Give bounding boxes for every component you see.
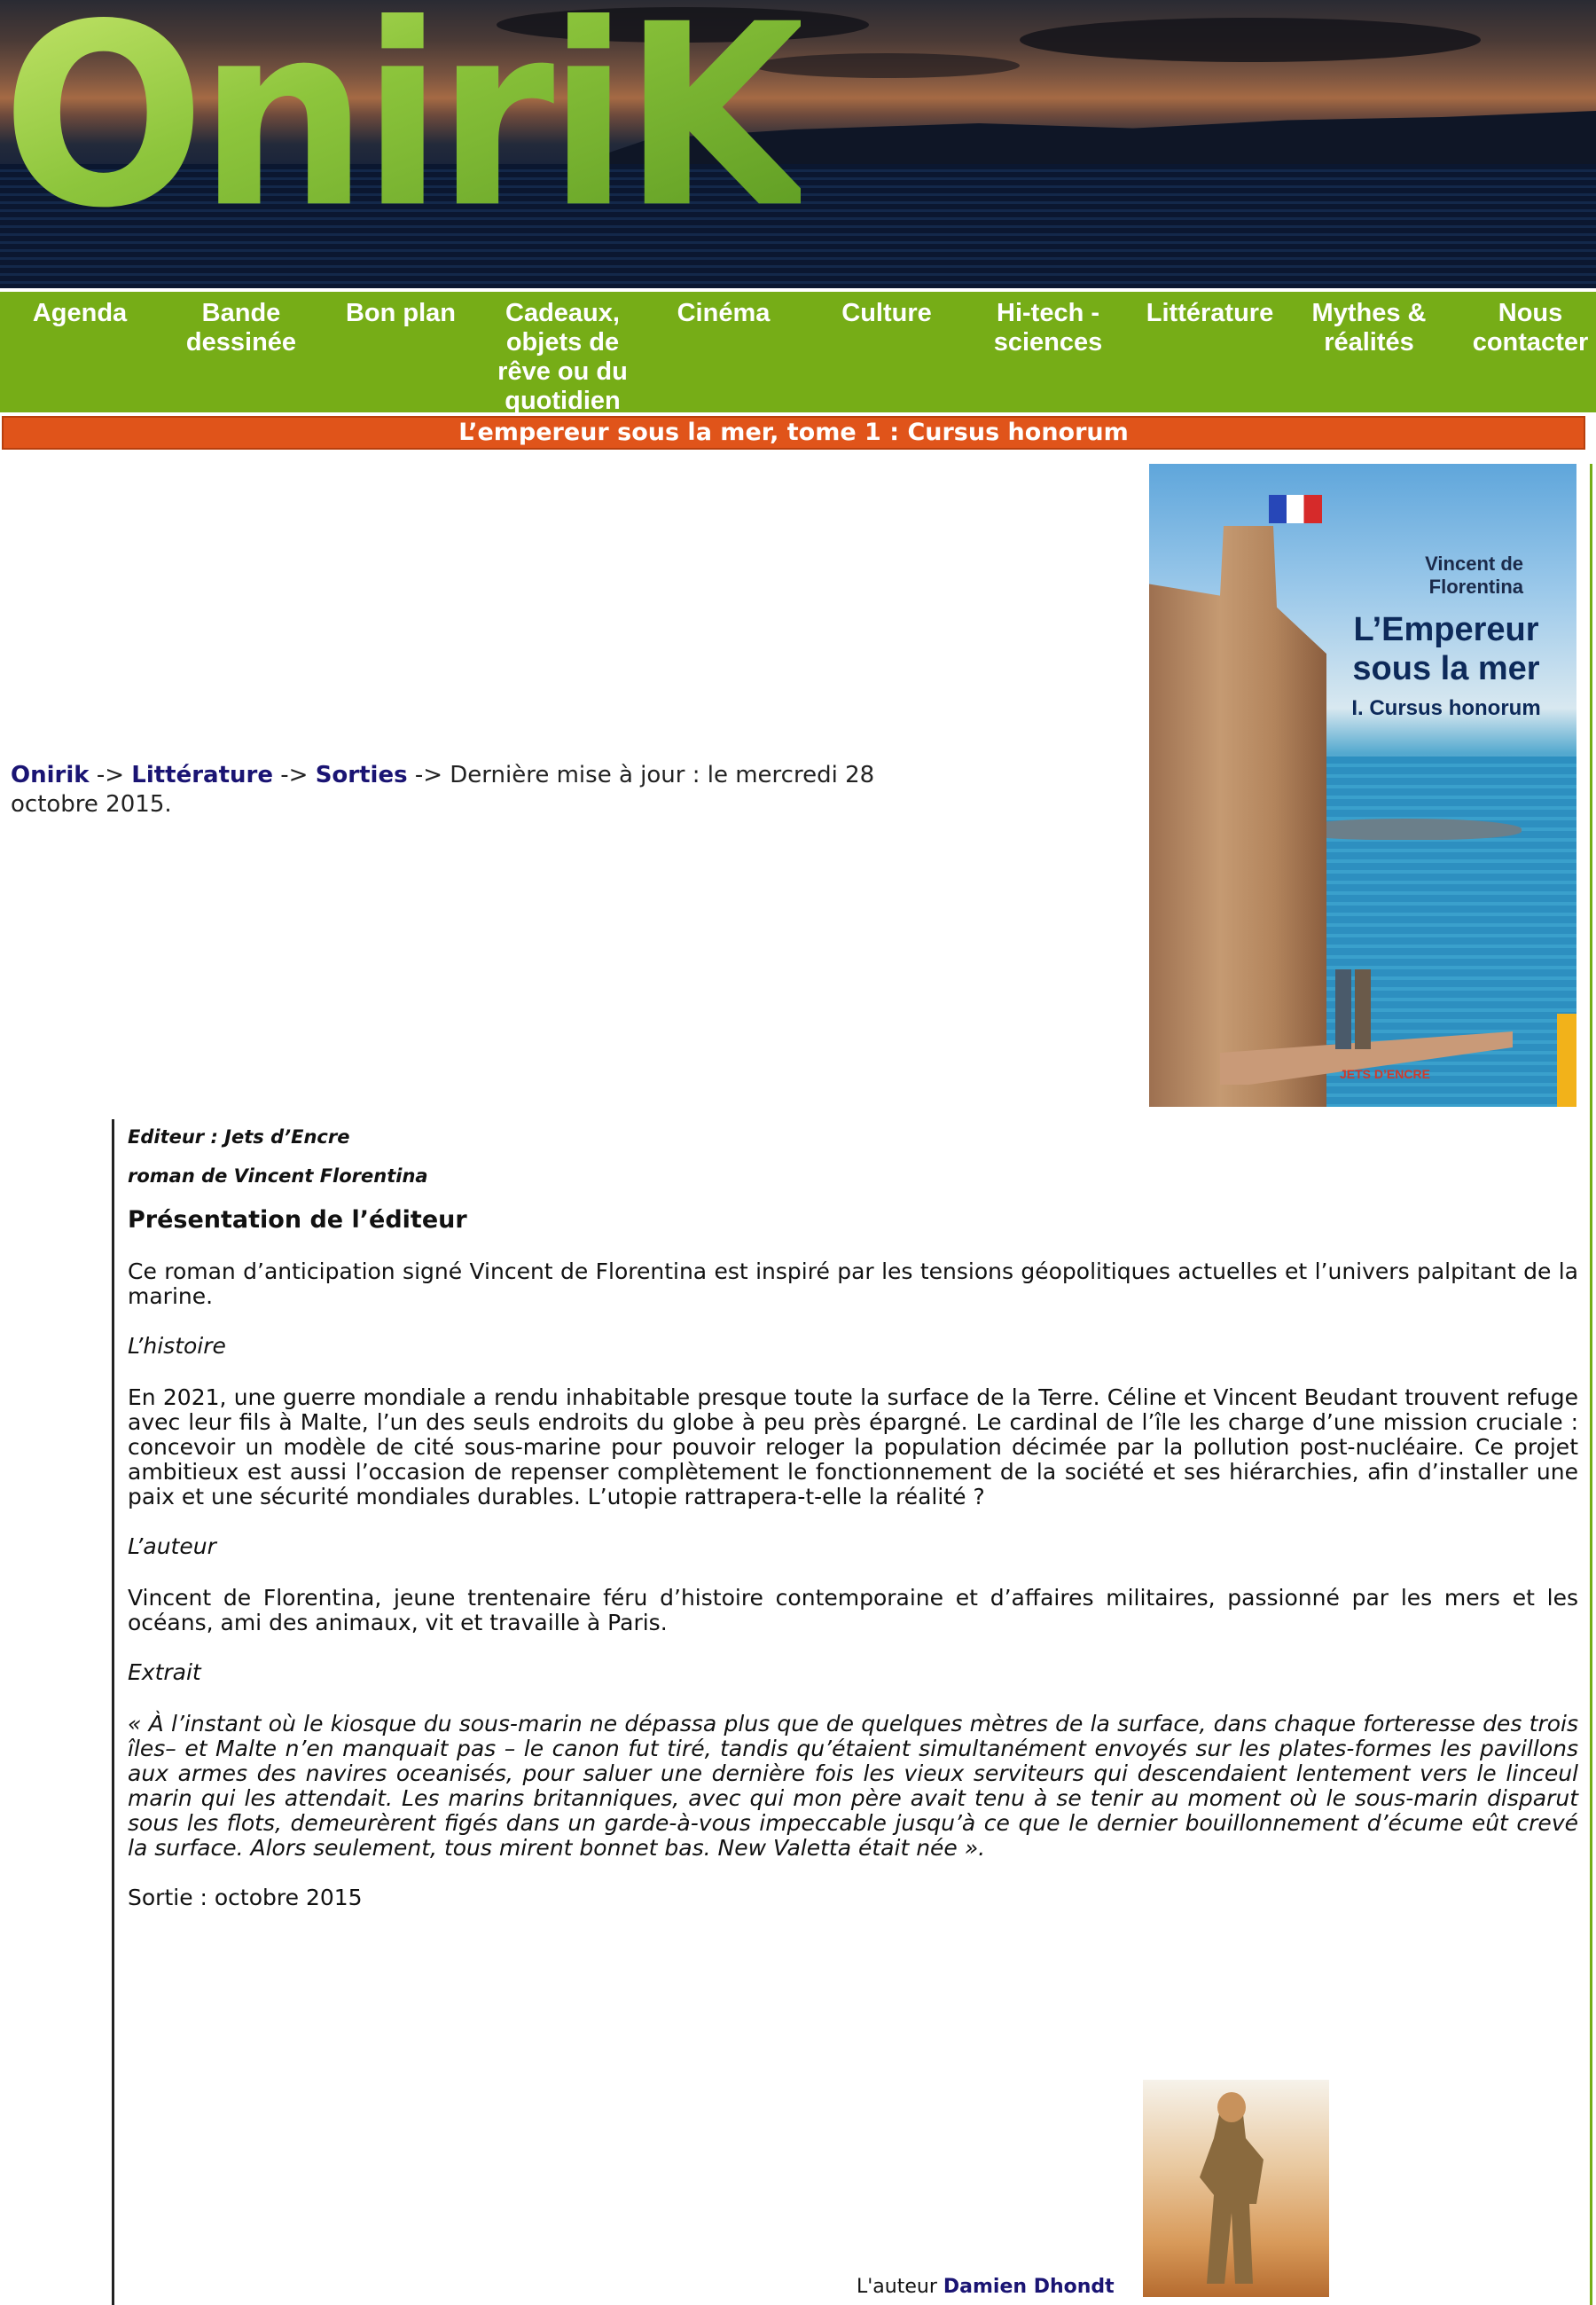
breadcrumb-separator: -> [96,762,124,788]
breadcrumb-onirik[interactable]: Onirik [11,762,90,788]
last-updated: Dernière mise à jour : le mercredi 28 octobre 2015. [11,762,875,818]
cloud-shape [1020,18,1481,62]
content-right-rule [1590,464,1592,2305]
author-credit [857,2276,1115,2298]
nav-item-agenda[interactable]: Agenda [32,299,128,327]
article-author-line: roman de Vincent Florentina [128,1165,428,1187]
breadcrumb-separator: -> [414,762,443,788]
main-nav [0,288,1596,415]
cover-spine-strip [1557,1014,1576,1107]
site-logo[interactable]: OniriK [2,0,801,243]
histoire-paragraph: En 2021, une guerre mondiale a rendu inhabitable presque toute la surface de la Terre. Céline et Vincent Beudant trouvent refuge avec leur fils à Malte, l’un des seuls endroits du globe à peu près épargné. Le cardinal de l’île les charge d’une mission cruciale : concevoir un modèle de cité sous-marine pour pouvoir reloger la population décimée par la pollution post-nucléaire. Ce projet ambitieux est aussi l’occasion de repenser complètement le fonctionnement de la société et ses hiérarchies, afin d’installer une paix et une sécurité mondiales durables. L’utopie rattrapera-t-elle la réalité ? [128,1384,1578,1509]
avatar-figure [1196,2106,1267,2284]
intro-paragraph: Ce roman d’anticipation signé Vincent de Florentina est inspiré par les tensions géopolitiques actuelles et l’univers palpitant de la marine. [128,1258,1578,1309]
extrait-paragraph: « À l’instant où le kiosque du sous-marin ne dépassa plus que de quelques mètres de la surface, dans chaque forteresse des trois îles– et Malte n’en manquait pas – le canon fut tiré, tandis qu’étaient simultanément envoyés sur les plates-formes les pavillons aux armes des navires oceanisés, pour saluer une dernière fois les vieux serviteurs qui descendaient lentement vers le linceul marin qui les attendait. Les marins britanniques, avec qui mon père avait tenu à se tenir au moment où le sous-marin disparut sous les flots, demeurèrent figés dans un garde-à-vous impeccable jusqu’à ce que le dernier bouillonnement d’écume eût crevé la surface. Alors seulement, tous mirent bonnet bas. New Valetta était née ». [128,1711,1578,1861]
breadcrumb-separator: -> [280,762,309,788]
histoire-heading: L’histoire [128,1333,226,1359]
breadcrumb-sorties[interactable]: Sorties [315,762,408,788]
credit-prefix: L'auteur [857,2276,937,2298]
nav-item-mythes[interactable]: Mythes & réalités [1311,299,1427,357]
article-publisher: Editeur : Jets d’Encre [128,1126,350,1148]
book-cover-image [1149,464,1576,1107]
avatar-head [1217,2092,1246,2122]
auteur-heading: L’auteur [128,1533,216,1559]
nav-item-cinema[interactable]: Cinéma [677,299,771,327]
breadcrumb-litterature[interactable]: Littérature [131,762,273,788]
breadcrumb [11,761,897,819]
cover-fortress [1149,526,1326,1107]
cover-author: Vincent de Florentina [1425,553,1523,598]
cover-title: L’Empereur sous la mer [1352,611,1540,687]
extrait-heading: Extrait [128,1659,201,1685]
nav-item-bon-plan[interactable]: Bon plan [345,299,457,327]
release-date: Sortie : octobre 2015 [128,1885,363,1910]
article-body [128,1121,1578,1910]
cover-publisher: JETS D’ENCRE [1340,1067,1430,1081]
cover-subtitle: I. Cursus honorum [1351,696,1541,720]
auteur-paragraph: Vincent de Florentina, jeune trentenaire féru d’histoire contemporaine et d’affaires militaires, passionné par les mers et les océans, ami des animaux, vit et travaille à Paris. [128,1585,1578,1635]
header-banner [0,0,1596,288]
credit-author-link[interactable]: Damien Dhondt [943,2276,1115,2298]
author-avatar [1143,2080,1329,2297]
cover-figures [1335,969,1371,1049]
presentation-heading: Présentation de l’éditeur [128,1206,467,1234]
nav-item-bd[interactable]: Bande dessinée [185,299,297,357]
nav-item-contact[interactable]: Nous contacter [1472,299,1589,357]
content-left-rule [112,1119,114,2305]
nav-item-hitech[interactable]: Hi-tech - sciences [993,299,1103,357]
nav-item-litterature[interactable]: Littérature [1146,299,1274,327]
cover-flag [1269,495,1322,523]
nav-item-culture[interactable]: Culture [841,299,932,327]
nav-item-cadeaux[interactable]: Cadeaux, objets de rêve ou du quotidien [497,299,628,415]
page-title: L’empereur sous la mer, tome 1 : Cursus honorum [2,416,1585,450]
